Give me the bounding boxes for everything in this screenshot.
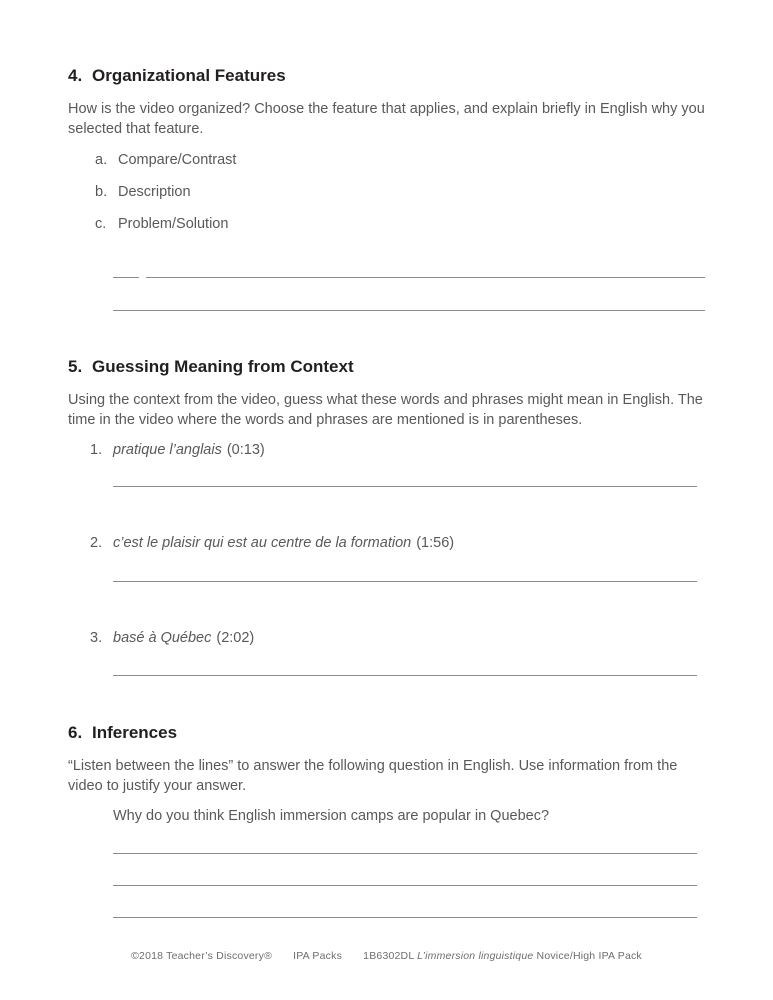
section-5-instructions: Using the context from the video, guess what these words and phrases might mean in English. The time in the video where the words and phrases are mentioned is in parentheses. bbox=[68, 392, 703, 428]
option-b bbox=[95, 185, 705, 200]
vocab-item-3-timestamp: (2:02) bbox=[216, 630, 255, 646]
section-4-title: Organizational Features bbox=[92, 66, 286, 85]
footer-product-suffix: Novice/High IPA Pack bbox=[536, 950, 642, 962]
vocab-item-1 bbox=[90, 442, 705, 458]
section-6-heading bbox=[68, 722, 705, 743]
section-4-number: 4. bbox=[68, 66, 83, 85]
vocab-item-1-timestamp: (0:13) bbox=[226, 442, 265, 458]
section-6-instructions: “Listen between the lines” to answer the following question in English. Use information from the video to justify your answer. bbox=[68, 758, 678, 794]
vocab-item-2-text bbox=[113, 535, 454, 551]
option-c-label: Problem/Solution bbox=[118, 216, 229, 232]
answer-blank-line bbox=[113, 854, 697, 886]
section-6-number: 6. bbox=[68, 723, 83, 742]
section-5-title: Guessing Meaning from Context bbox=[92, 357, 354, 376]
option-b-letter: b. bbox=[95, 184, 108, 200]
section-organizational-features bbox=[68, 65, 705, 311]
section-5-number: 5. bbox=[68, 357, 83, 376]
vocab-item-1-phrase: pratique l’anglais bbox=[113, 442, 222, 458]
footer-series: IPA Packs bbox=[293, 950, 343, 962]
vocab-item-1-text bbox=[113, 442, 265, 458]
footer-copyright: ©2018 Teacher’s Discovery® bbox=[131, 950, 273, 962]
footer-product-title: L’immersion linguistique bbox=[417, 950, 534, 962]
answer-blank-line bbox=[113, 551, 697, 582]
answer-blank-explanation bbox=[146, 249, 705, 278]
answer-row bbox=[113, 249, 705, 278]
answer-blank-line bbox=[113, 824, 697, 854]
answer-blank-line bbox=[113, 278, 705, 311]
option-a bbox=[95, 153, 705, 168]
option-list bbox=[68, 153, 705, 232]
vocab-item-3-phrase: basé à Québec bbox=[113, 630, 212, 646]
section-inferences bbox=[68, 722, 705, 918]
vocab-item-3-number: 3. bbox=[90, 630, 103, 646]
section-6-title: Inferences bbox=[92, 723, 178, 742]
section-5-heading bbox=[68, 356, 705, 377]
option-c bbox=[95, 217, 705, 232]
footer-product-code: 1B6302DL bbox=[363, 950, 414, 962]
vocab-item-3 bbox=[90, 630, 705, 646]
option-a-label: Compare/Contrast bbox=[118, 152, 237, 168]
answer-blank-choice bbox=[113, 249, 139, 278]
vocab-item-1-number: 1. bbox=[90, 442, 103, 458]
vocab-item-3-text bbox=[113, 630, 254, 646]
worksheet-content bbox=[0, 65, 773, 918]
option-a-letter: a. bbox=[95, 152, 108, 168]
section-4-heading bbox=[68, 65, 705, 86]
option-c-letter: c. bbox=[95, 216, 107, 232]
vocab-item-2-timestamp: (1:56) bbox=[416, 535, 455, 551]
answer-blank-line bbox=[113, 458, 697, 487]
vocab-item-2-phrase: c’est le plaisir qui est au centre de la formation bbox=[113, 535, 412, 551]
inference-question: Why do you think English immersion camps are popular in Quebec? bbox=[113, 808, 550, 824]
page-footer bbox=[0, 950, 773, 962]
vocab-item-2-number: 2. bbox=[90, 535, 103, 551]
option-b-label: Description bbox=[118, 184, 191, 200]
section-4-instructions: How is the video organized? Choose the feature that applies, and explain briefly in English why you selected that feature. bbox=[68, 101, 705, 137]
answer-blank-line bbox=[113, 886, 697, 918]
section-guessing-meaning bbox=[68, 356, 705, 676]
answer-blank-line bbox=[113, 646, 697, 676]
vocab-item-2 bbox=[90, 535, 705, 551]
